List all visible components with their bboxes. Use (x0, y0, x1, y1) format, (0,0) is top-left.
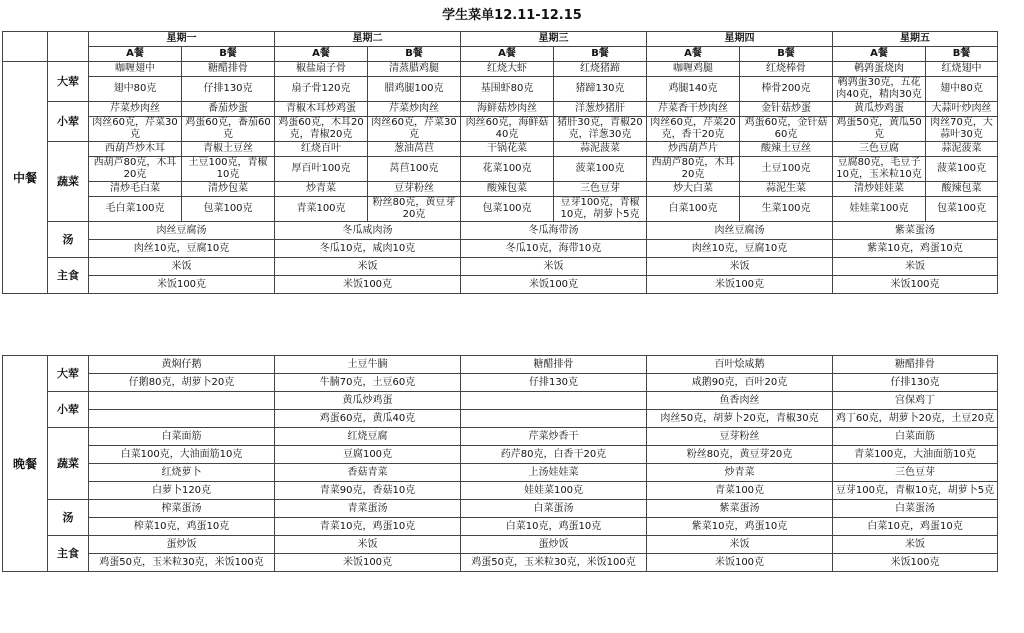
dish-name: 鹌鹑蛋烧肉 (833, 62, 926, 77)
dish-name: 酸辣包菜 (926, 182, 998, 197)
category-label: 汤 (48, 222, 89, 258)
dish-name: 洋葱炒猪肝 (554, 102, 647, 117)
dish-ingredients: 生菜100克 (740, 197, 833, 222)
category-label: 主食 (48, 536, 89, 572)
dish-ingredients: 西葫芦80克，木耳20克 (89, 157, 182, 182)
dish-name: 三色豆芽 (833, 464, 998, 482)
dish-ingredients: 仔鹅80克，胡萝卜20克 (89, 374, 275, 392)
day-header: 星期二 (275, 32, 461, 47)
variant-a-header: A餐 (461, 47, 554, 62)
dish-ingredients: 毛白菜100克 (89, 197, 182, 222)
dish-name: 宫保鸡丁 (833, 392, 998, 410)
table-row (3, 482, 998, 500)
dish-name: 糖醋排骨 (461, 356, 647, 374)
dinner-table (2, 355, 998, 572)
dish-name: 红烧猪蹄 (554, 62, 647, 77)
dish-ingredients: 鸡蛋60克，番茄60克 (182, 117, 275, 142)
page-title: 学生菜单12.11-12.15 (442, 8, 582, 23)
dish-ingredients: 肉丝60克，海鲜菇40克 (461, 117, 554, 142)
dish-name: 香菇青菜 (275, 464, 461, 482)
dish-ingredients: 西葫芦80克，木耳20克 (647, 157, 740, 182)
dish-name: 葱油莴苣 (368, 142, 461, 157)
dish-name: 咖喱鸡腿 (647, 62, 740, 77)
dish-ingredients: 白菜100克 (647, 197, 740, 222)
dish-ingredients: 土豆100克 (740, 157, 833, 182)
table-row (3, 536, 998, 554)
dish-name: 芹菜炒肉丝 (368, 102, 461, 117)
day-header: 星期五 (833, 32, 998, 47)
dish-ingredients: 青菜90克，香菇10克 (275, 482, 461, 500)
dish-ingredients: 基围虾80克 (461, 77, 554, 102)
variant-a-header: A餐 (833, 47, 926, 62)
dish-ingredients: 肉丝10克，豆腐10克 (89, 240, 275, 258)
variant-b-header: B餐 (368, 47, 461, 62)
dish-name: 红烧百叶 (275, 142, 368, 157)
dish-name: 米饭 (833, 536, 998, 554)
dish-name: 蒜泥菠菜 (926, 142, 998, 157)
table-row (3, 32, 998, 47)
table-row (3, 356, 998, 374)
table-row (3, 102, 998, 117)
variant-b-header: B餐 (182, 47, 275, 62)
dish-ingredients: 豆腐100克 (275, 446, 461, 464)
dish-name: 芹菜香干炒肉丝 (647, 102, 740, 117)
dish-ingredients: 厚百叶100克 (275, 157, 368, 182)
category-label: 小荤 (48, 392, 89, 428)
dish-ingredients: 米饭100克 (275, 554, 461, 572)
dish-ingredients: 包菜100克 (182, 197, 275, 222)
dish-name: 豆芽粉丝 (647, 428, 833, 446)
table-row (3, 374, 998, 392)
dish-name: 蛋炒饭 (461, 536, 647, 554)
dish-ingredients: 鸡蛋50克，玉米粒30克，米饭100克 (89, 554, 275, 572)
dish-ingredients: 鸡蛋60克，金针菇60克 (740, 117, 833, 142)
category-label: 汤 (48, 500, 89, 536)
dish-name: 白菜蛋汤 (461, 500, 647, 518)
dish-ingredients: 莴苣100克 (368, 157, 461, 182)
dish-ingredients: 冬瓜10克，海带10克 (461, 240, 647, 258)
dish-ingredients: 翅中80克 (926, 77, 998, 102)
dish-ingredients: 青菜100克 (275, 197, 368, 222)
variant-a-header: A餐 (275, 47, 368, 62)
dish-name: 咖喱翅中 (89, 62, 182, 77)
dish-ingredients: 豆芽100克，青椒10克，胡萝卜5克 (833, 482, 998, 500)
dish-name: 肉丝豆腐汤 (89, 222, 275, 240)
dish-name: 金针菇炒蛋 (740, 102, 833, 117)
day-header: 星期四 (647, 32, 833, 47)
category-label: 大荤 (48, 356, 89, 392)
dish-name: 酸辣包菜 (461, 182, 554, 197)
day-header: 星期一 (89, 32, 275, 47)
dish-ingredients: 肉丝60克，芹菜20克，香干20克 (647, 117, 740, 142)
table-row (3, 392, 998, 410)
dish-name: 黄瓜炒鸡蛋 (275, 392, 461, 410)
category-label: 大荤 (48, 62, 89, 102)
dish-name: 蛋炒饭 (89, 536, 275, 554)
table-row (3, 554, 998, 572)
table-row (3, 518, 998, 536)
dish-ingredients: 紫菜10克，鸡蛋10克 (647, 518, 833, 536)
table-row (3, 240, 998, 258)
dish-ingredients: 翅中80克 (89, 77, 182, 102)
dish-name: 紫菜蛋汤 (833, 222, 998, 240)
table-row (3, 197, 998, 222)
dish-ingredients: 花菜100克 (461, 157, 554, 182)
dish-ingredients: 粉丝80克，黄豆芽20克 (368, 197, 461, 222)
dish-name: 黄瓜炒鸡蛋 (833, 102, 926, 117)
dish-ingredients: 药芹80克，白香干20克 (461, 446, 647, 464)
dish-ingredients: 娃娃菜100克 (461, 482, 647, 500)
meal-label-lunch: 中餐 (3, 62, 48, 294)
dish-name: 百叶烩咸鹅 (647, 356, 833, 374)
dish-ingredients: 猪肝30克，青椒20克，洋葱30克 (554, 117, 647, 142)
dish-name (461, 392, 647, 410)
dish-ingredients: 米饭100克 (89, 276, 275, 294)
dish-ingredients: 豆芽100克，青椒10克，胡萝卜5克 (554, 197, 647, 222)
variant-b-header: B餐 (740, 47, 833, 62)
dish-ingredients: 仔排130克 (461, 374, 647, 392)
dish-name: 炒青菜 (275, 182, 368, 197)
dish-ingredients: 白菜10克，鸡蛋10克 (461, 518, 647, 536)
dish-ingredients: 肉丝10克，豆腐10克 (647, 240, 833, 258)
dish-ingredients: 青菜100克，大油面筋10克 (833, 446, 998, 464)
dish-name: 红烧棒骨 (740, 62, 833, 77)
table-row (3, 62, 998, 77)
dish-name: 豆芽粉丝 (368, 182, 461, 197)
dish-ingredients: 包菜100克 (926, 197, 998, 222)
dish-name: 椒盐扇子骨 (275, 62, 368, 77)
dish-name: 大蒜叶炒肉丝 (926, 102, 998, 117)
dish-name: 上汤娃娃菜 (461, 464, 647, 482)
table-row (3, 117, 998, 142)
dish-name: 米饭 (275, 536, 461, 554)
day-header: 星期三 (461, 32, 647, 47)
dish-ingredients: 白菜100克，大油面筋10克 (89, 446, 275, 464)
table-row (3, 428, 998, 446)
dish-name: 红烧翅中 (926, 62, 998, 77)
corner-cell (3, 32, 48, 62)
dish-ingredients: 菠菜100克 (554, 157, 647, 182)
dish-ingredients: 粉丝80克，黄豆芽20克 (647, 446, 833, 464)
category-label: 主食 (48, 258, 89, 294)
dish-name: 土豆牛腩 (275, 356, 461, 374)
dish-ingredients: 米饭100克 (461, 276, 647, 294)
dish-ingredients: 扇子骨120克 (275, 77, 368, 102)
dish-ingredients: 青菜10克，鸡蛋10克 (275, 518, 461, 536)
dish-name: 红烧大虾 (461, 62, 554, 77)
dish-name: 白菜蛋汤 (833, 500, 998, 518)
dish-name: 紫菜蛋汤 (647, 500, 833, 518)
dish-ingredients: 鹌鹑蛋30克，五花肉40克，精肉30克 (833, 77, 926, 102)
table-row (3, 47, 998, 62)
dish-name (89, 392, 275, 410)
dish-ingredients: 米饭100克 (833, 276, 998, 294)
variant-a-header: A餐 (647, 47, 740, 62)
dish-ingredients: 肉丝70克，大蒜叶30克 (926, 117, 998, 142)
table-row (3, 500, 998, 518)
dish-name: 蒜泥菠菜 (554, 142, 647, 157)
dish-ingredients: 棒骨200克 (740, 77, 833, 102)
dish-name: 冬瓜咸肉汤 (275, 222, 461, 240)
table-row (3, 77, 998, 102)
dish-name: 白菜面筋 (833, 428, 998, 446)
dish-ingredients: 肉丝50克，胡萝卜20克，青椒30克 (647, 410, 833, 428)
dish-name: 鱼香肉丝 (647, 392, 833, 410)
dish-name: 蒜泥生菜 (740, 182, 833, 197)
dish-ingredients: 紫菜10克，鸡蛋10克 (833, 240, 998, 258)
dish-name: 黄焖仔鹅 (89, 356, 275, 374)
dish-name: 米饭 (647, 536, 833, 554)
dish-ingredients: 冬瓜10克，咸肉10克 (275, 240, 461, 258)
table-row (3, 222, 998, 240)
dish-name: 芹菜炒香干 (461, 428, 647, 446)
dish-ingredients: 米饭100克 (647, 276, 833, 294)
dish-ingredients: 米饭100克 (647, 554, 833, 572)
dish-ingredients: 鸡丁60克，胡萝卜20克，土豆20克 (833, 410, 998, 428)
dish-name: 米饭 (833, 258, 998, 276)
meal-label-dinner: 晚餐 (3, 356, 48, 572)
dish-ingredients: 土豆100克，青椒10克 (182, 157, 275, 182)
dish-name: 三色豆腐 (833, 142, 926, 157)
dish-name: 米饭 (461, 258, 647, 276)
dish-ingredients: 包菜100克 (461, 197, 554, 222)
dish-name: 清炒娃娃菜 (833, 182, 926, 197)
dish-name: 清炒包菜 (182, 182, 275, 197)
dish-name: 白菜面筋 (89, 428, 275, 446)
dish-ingredients: 菠菜100克 (926, 157, 998, 182)
dish-name: 肉丝豆腐汤 (647, 222, 833, 240)
dish-name: 三色豆芽 (554, 182, 647, 197)
table-row (3, 446, 998, 464)
dish-ingredients: 肉丝60克，芹菜30克 (368, 117, 461, 142)
dish-name: 干锅花菜 (461, 142, 554, 157)
corner-cell (48, 32, 89, 62)
category-label: 小荤 (48, 102, 89, 142)
dish-name: 清炒毛白菜 (89, 182, 182, 197)
dish-ingredients: 米饭100克 (833, 554, 998, 572)
dish-name: 番茄炒蛋 (182, 102, 275, 117)
variant-b-header: B餐 (926, 47, 998, 62)
dish-ingredients: 米饭100克 (275, 276, 461, 294)
dish-name: 红烧萝卜 (89, 464, 275, 482)
dish-name: 炒大白菜 (647, 182, 740, 197)
dish-name: 红烧豆腐 (275, 428, 461, 446)
dish-ingredients: 肉丝60克，芹菜30克 (89, 117, 182, 142)
dish-name: 糖醋排骨 (182, 62, 275, 77)
category-label: 蔬菜 (48, 428, 89, 500)
table-row (3, 464, 998, 482)
dish-ingredients: 鸡蛋50克，黄瓜50克 (833, 117, 926, 142)
dish-name: 西葫芦炒木耳 (89, 142, 182, 157)
dish-name: 青菜蛋汤 (275, 500, 461, 518)
dish-ingredients: 白菜10克，鸡蛋10克 (833, 518, 998, 536)
dish-name: 青椒木耳炒鸡蛋 (275, 102, 368, 117)
table-row (3, 258, 998, 276)
dish-name: 炒西葫芦片 (647, 142, 740, 157)
dish-ingredients: 腊鸡腿100克 (368, 77, 461, 102)
dish-ingredients: 鸡腿140克 (647, 77, 740, 102)
dish-name: 榨菜蛋汤 (89, 500, 275, 518)
category-label: 蔬菜 (48, 142, 89, 222)
dish-name: 米饭 (647, 258, 833, 276)
dish-ingredients: 猪蹄130克 (554, 77, 647, 102)
dish-name: 冬瓜海带汤 (461, 222, 647, 240)
dish-name: 清蒸腊鸡腿 (368, 62, 461, 77)
dish-name: 炒青菜 (647, 464, 833, 482)
dish-ingredients: 咸鹅90克，百叶20克 (647, 374, 833, 392)
dish-name: 米饭 (275, 258, 461, 276)
table-row (3, 157, 998, 182)
dish-ingredients: 青菜100克 (647, 482, 833, 500)
dish-name: 青椒土豆丝 (182, 142, 275, 157)
dish-name: 米饭 (89, 258, 275, 276)
dish-name: 芹菜炒肉丝 (89, 102, 182, 117)
dish-ingredients: 仔排130克 (182, 77, 275, 102)
dish-ingredients: 鸡蛋60克，木耳20克，青椒20克 (275, 117, 368, 142)
dish-ingredients (461, 410, 647, 428)
dish-name: 糖醋排骨 (833, 356, 998, 374)
table-row (3, 142, 998, 157)
variant-a-header: A餐 (89, 47, 182, 62)
dish-ingredients (89, 410, 275, 428)
table-row (3, 182, 998, 197)
dish-ingredients: 白萝卜120克 (89, 482, 275, 500)
dish-ingredients: 牛腩70克，土豆60克 (275, 374, 461, 392)
dish-ingredients: 鸡蛋60克，黄瓜40克 (275, 410, 461, 428)
table-row (3, 276, 998, 294)
dish-ingredients: 榨菜10克，鸡蛋10克 (89, 518, 275, 536)
dish-ingredients: 豆腐80克，毛豆子10克，玉米粒10克 (833, 157, 926, 182)
dish-name: 酸辣土豆丝 (740, 142, 833, 157)
dish-name: 海鲜菇炒肉丝 (461, 102, 554, 117)
dish-ingredients: 仔排130克 (833, 374, 998, 392)
dish-ingredients: 娃娃菜100克 (833, 197, 926, 222)
variant-b-header: B餐 (554, 47, 647, 62)
lunch-table (2, 31, 998, 294)
table-row (3, 410, 998, 428)
dish-ingredients: 鸡蛋50克，玉米粒30克，米饭100克 (461, 554, 647, 572)
